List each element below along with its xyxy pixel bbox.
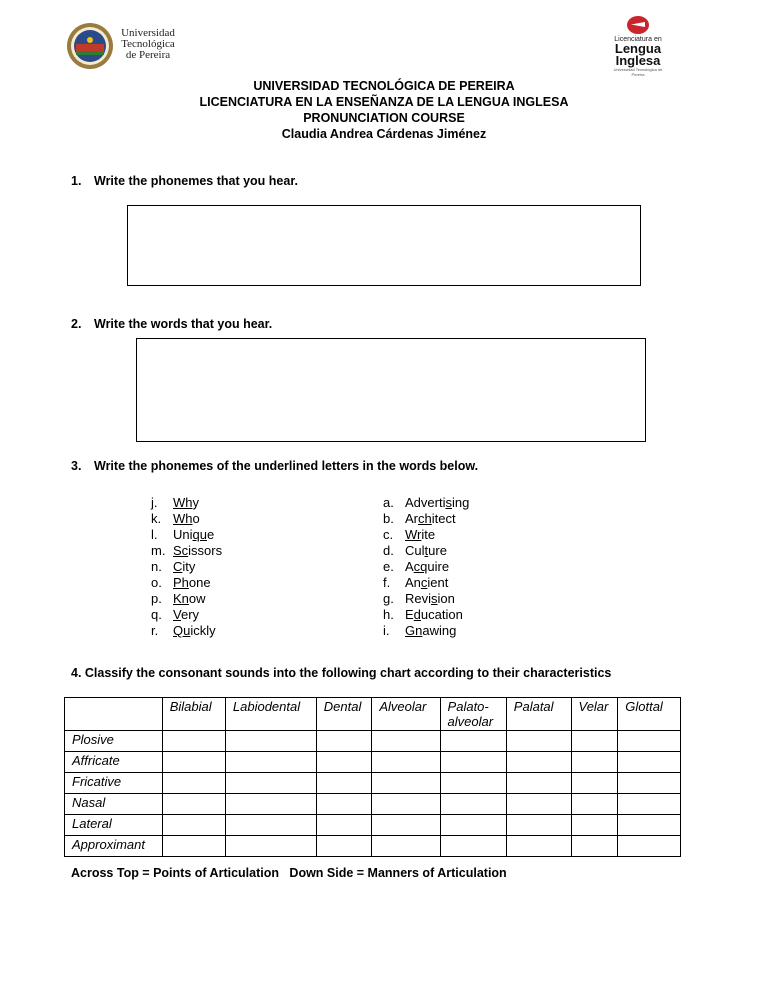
list-item: [383, 623, 469, 639]
word-part: y: [192, 495, 199, 510]
underlined-letters: t: [424, 543, 429, 558]
question-number: 1.: [71, 174, 82, 188]
list-item: [383, 607, 469, 623]
list-letter: k.: [151, 511, 162, 526]
program-logo-big: Inglesa: [615, 53, 661, 68]
column-header: Dental: [316, 698, 372, 731]
chart-header-row: [65, 698, 681, 731]
word-part: An: [405, 575, 421, 590]
speech-pin-icon: [627, 16, 649, 34]
chart-cell[interactable]: [316, 773, 372, 794]
word-part: uire: [427, 559, 450, 574]
chart-cell[interactable]: [316, 836, 372, 857]
chart-row: [65, 815, 681, 836]
underlined-letters: cq: [413, 559, 428, 574]
chart-cell[interactable]: [225, 815, 316, 836]
question-3: [71, 459, 478, 473]
chart-cell[interactable]: [225, 731, 316, 752]
chart-cell[interactable]: [440, 815, 506, 836]
chart-footnote: Across Top = Points of Articulation Down Side = Manners of Articulation: [71, 866, 507, 880]
word-list-right: [383, 495, 469, 639]
word-part: Ar: [405, 511, 418, 526]
chart-corner-cell: [65, 698, 163, 731]
word-part: ickly: [190, 623, 216, 638]
list-letter: m.: [151, 543, 166, 558]
row-header: Fricative: [65, 773, 163, 794]
chart-cell[interactable]: [506, 752, 571, 773]
word-part: Revi: [405, 591, 432, 606]
list-item: [151, 591, 222, 607]
list-item: [383, 559, 469, 575]
chart-row: [65, 794, 681, 815]
question-text: Write the phonemes of the underlined letters in the words below.: [94, 459, 479, 473]
row-header: Lateral: [65, 815, 163, 836]
question-2: [71, 317, 272, 331]
list-item: [383, 511, 469, 527]
header-university: UNIVERSIDAD TECNOLÓGICA DE PEREIRA: [253, 79, 515, 93]
list-item: [151, 543, 222, 559]
chart-cell[interactable]: [372, 836, 440, 857]
column-header: Velar: [571, 698, 618, 731]
list-letter: d.: [383, 543, 394, 558]
logo-text-line: de Pereira: [125, 49, 171, 61]
chart-cell[interactable]: [618, 815, 681, 836]
program-logo-big: Lengua: [614, 41, 662, 56]
chart-cell[interactable]: [571, 773, 618, 794]
underlined-letters: s: [431, 591, 438, 606]
column-header: Labiodental: [225, 698, 316, 731]
chart-cell[interactable]: [372, 794, 440, 815]
chart-cell[interactable]: [618, 773, 681, 794]
chart-cell[interactable]: [372, 731, 440, 752]
list-item: [151, 527, 222, 543]
university-logo: [66, 22, 186, 70]
underlined-letters: V: [173, 607, 181, 622]
chart-cell[interactable]: [162, 836, 225, 857]
list-letter: g.: [383, 591, 394, 606]
chart-row: [65, 752, 681, 773]
chart-cell[interactable]: [506, 773, 571, 794]
header-program: LICENCIATURA EN LA ENSEÑANZA DE LA LENGUA INGLESA: [199, 95, 569, 109]
word-part: ucation: [420, 607, 463, 622]
word-part: issors: [188, 543, 223, 558]
chart-cell[interactable]: [162, 815, 225, 836]
chart-row: [65, 773, 681, 794]
word-part: ing: [451, 495, 470, 510]
word-list-left: [151, 495, 222, 639]
word-part: ow: [188, 591, 206, 606]
chart-cell[interactable]: [506, 815, 571, 836]
word-part: ient: [427, 575, 449, 590]
header-course: PRONUNCIATION COURSE: [303, 111, 465, 125]
list-letter: n.: [151, 559, 162, 574]
word-part: o: [192, 511, 200, 526]
list-letter: b.: [383, 511, 394, 526]
question-number: 2.: [71, 317, 82, 331]
list-item: [383, 575, 469, 591]
list-item: [383, 495, 469, 511]
chart-cell[interactable]: [440, 794, 506, 815]
underlined-letters: Wh: [173, 511, 193, 526]
underlined-letters: Qu: [173, 623, 191, 638]
word-part: ite: [421, 527, 436, 542]
chart-cell[interactable]: [440, 731, 506, 752]
list-letter: h.: [383, 607, 394, 622]
list-item: [151, 511, 222, 527]
column-header: Bilabial: [162, 698, 225, 731]
word-part: E: [405, 607, 414, 622]
chart-row: [65, 836, 681, 857]
row-header: Nasal: [65, 794, 163, 815]
header-author: Claudia Andrea Cárdenas Jiménez: [281, 127, 487, 141]
chart-cell[interactable]: [162, 794, 225, 815]
chart-cell[interactable]: [618, 731, 681, 752]
chart-cell[interactable]: [162, 752, 225, 773]
question-number: 3.: [71, 459, 82, 473]
word-part: Cul: [405, 543, 425, 558]
underlined-letters: Gn: [405, 623, 423, 638]
chart-cell[interactable]: [372, 815, 440, 836]
row-header: Affricate: [65, 752, 163, 773]
list-item: [151, 495, 222, 511]
list-letter: e.: [383, 559, 394, 574]
list-item: [383, 527, 469, 543]
underlined-letters: c: [420, 575, 428, 590]
answer-box-2[interactable]: [136, 338, 646, 442]
underlined-letters: Sc: [173, 543, 189, 558]
program-logo: [608, 16, 668, 77]
chart-cell[interactable]: [225, 773, 316, 794]
chart-row: [65, 731, 681, 752]
chart-cell[interactable]: [618, 794, 681, 815]
list-item: [151, 623, 222, 639]
word-part: ery: [180, 607, 200, 622]
row-header: Plosive: [65, 731, 163, 752]
consonant-chart: [64, 697, 681, 857]
chart-cell[interactable]: [440, 773, 506, 794]
chart-cell[interactable]: [571, 731, 618, 752]
question-text: Write the words that you hear.: [94, 317, 273, 331]
word-part: ity: [182, 559, 196, 574]
list-letter: q.: [151, 607, 162, 622]
list-letter: i.: [383, 623, 390, 638]
column-header: Palatal: [506, 698, 571, 731]
column-header: Alveolar: [372, 698, 440, 731]
underlined-letters: C: [173, 559, 183, 574]
word-part: e: [206, 527, 215, 542]
word-part: ion: [437, 591, 455, 606]
list-letter: f.: [383, 575, 391, 590]
chart-cell[interactable]: [225, 836, 316, 857]
chart-cell[interactable]: [618, 836, 681, 857]
list-item: [151, 607, 222, 623]
chart-cell[interactable]: [372, 773, 440, 794]
list-letter: a.: [383, 495, 394, 510]
underlined-letters: d: [413, 607, 421, 622]
chart-cell[interactable]: [316, 815, 372, 836]
list-letter: j.: [151, 495, 158, 510]
list-letter: o.: [151, 575, 162, 590]
list-item: [151, 575, 222, 591]
word-part: awing: [422, 623, 457, 638]
chart-cell[interactable]: [571, 815, 618, 836]
list-item: [383, 591, 469, 607]
university-logo-text: [118, 28, 178, 61]
word-part: Adverti: [405, 495, 446, 510]
chart-cell[interactable]: [440, 836, 506, 857]
word-part: A: [405, 559, 414, 574]
question-text: Write the phonemes that you hear.: [94, 174, 298, 188]
list-letter: l.: [151, 527, 158, 542]
word-part: Uni: [173, 527, 193, 542]
list-item: [151, 559, 222, 575]
answer-box-1[interactable]: [127, 205, 641, 286]
underlined-letters: qu: [192, 527, 207, 542]
word-part: ure: [428, 543, 447, 558]
chart-cell[interactable]: [618, 752, 681, 773]
university-seal-icon: [66, 22, 114, 70]
chart-cell[interactable]: [571, 752, 618, 773]
underlined-letters: s: [445, 495, 452, 510]
chart-cell[interactable]: [225, 752, 316, 773]
list-letter: c.: [383, 527, 394, 542]
chart-cell[interactable]: [571, 794, 618, 815]
list-letter: p.: [151, 591, 162, 606]
chart-cell[interactable]: [506, 731, 571, 752]
list-item: [383, 543, 469, 559]
underlined-letters: Ph: [173, 575, 189, 590]
list-letter: r.: [151, 623, 159, 638]
chart-cell[interactable]: [162, 773, 225, 794]
chart-cell[interactable]: [440, 752, 506, 773]
document-header: [0, 78, 768, 142]
chart-cell[interactable]: [316, 752, 372, 773]
underlined-letters: Kn: [173, 591, 189, 606]
chart-cell[interactable]: [506, 794, 571, 815]
program-logo-tiny: Universidad Tecnológica de Pereira: [613, 67, 663, 77]
word-part: one: [188, 575, 211, 590]
chart-cell[interactable]: [316, 731, 372, 752]
program-logo-small: Licenciatura en: [614, 36, 662, 43]
chart-cell[interactable]: [571, 836, 618, 857]
underlined-letters: Wr: [405, 527, 422, 542]
underlined-letters: Wh: [173, 495, 193, 510]
question-1: [71, 174, 298, 188]
underlined-letters: ch: [418, 511, 432, 526]
chart-cell[interactable]: [372, 752, 440, 773]
chart-cell[interactable]: [506, 836, 571, 857]
row-header: Approximant: [65, 836, 163, 857]
logo-text-line: Tecnológica: [121, 38, 175, 50]
chart-cell[interactable]: [162, 731, 225, 752]
column-header: Glottal: [618, 698, 681, 731]
logo-text-line: Universidad: [121, 27, 175, 39]
chart-cell[interactable]: [225, 794, 316, 815]
question-4: 4. Classify the consonant sounds into the following chart according to their characteristics: [71, 666, 612, 680]
column-header: Palato- alveolar: [440, 698, 506, 731]
chart-cell[interactable]: [316, 794, 372, 815]
word-part: itect: [431, 511, 456, 526]
